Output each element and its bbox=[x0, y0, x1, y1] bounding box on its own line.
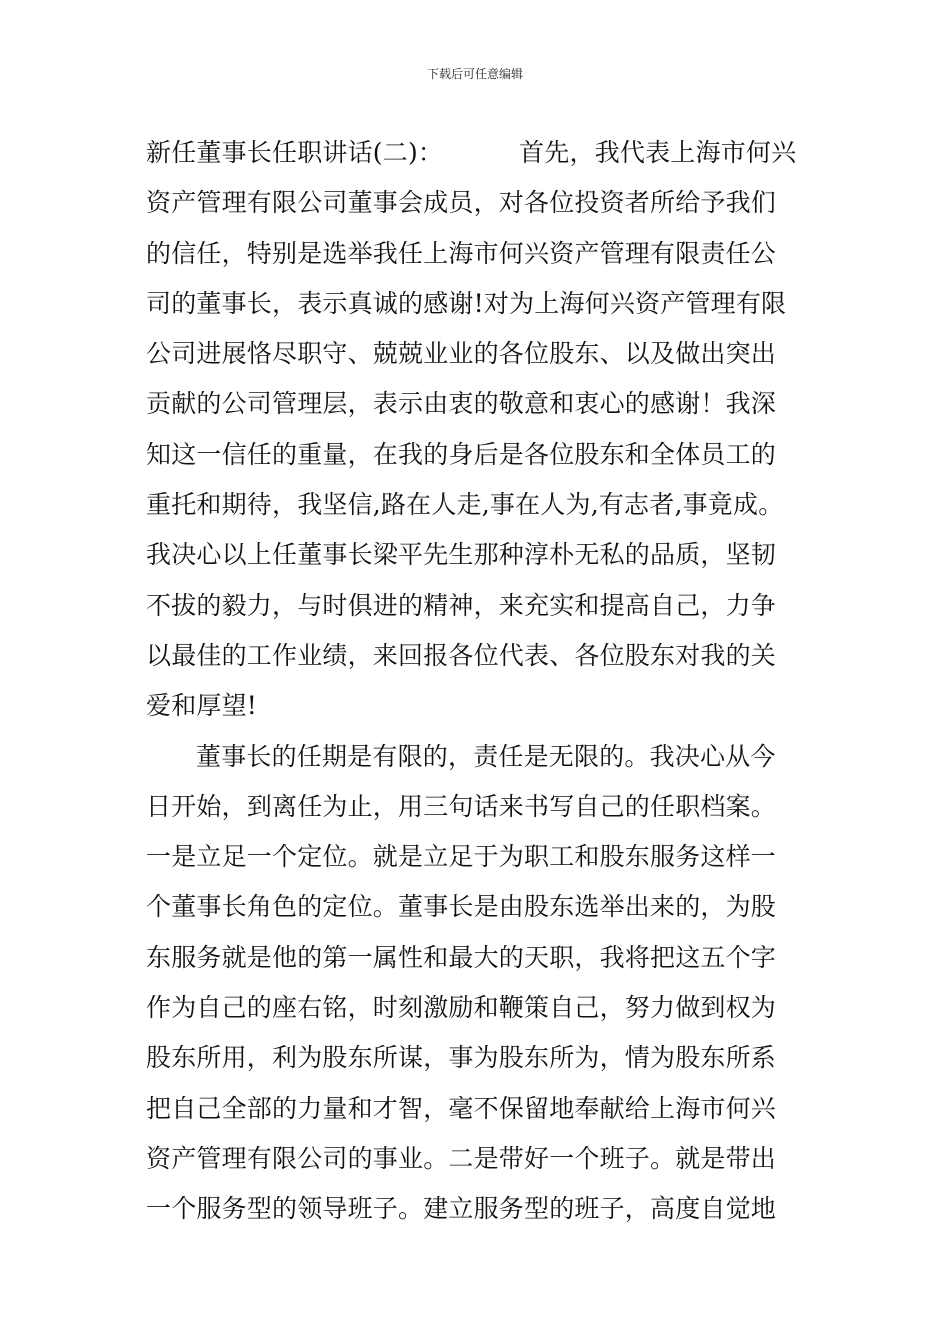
document-line: 贡献的公司管理层，表示由衷的敬意和衷心的感谢！我深 bbox=[146, 389, 777, 419]
document-line: 董事长的任期是有限的，责任是无限的。我决心从今 bbox=[196, 741, 776, 771]
document-line: 司的董事长，表示真诚的感谢!对为上海何兴资产管理有限 bbox=[146, 288, 787, 318]
document-line: 的信任，特别是选举我任上海市何兴资产管理有限责任公 bbox=[146, 238, 777, 268]
document-line: 一是立足一个定位。就是立足于为职工和股东服务这样一 bbox=[146, 842, 777, 872]
page-header-note: 下载后可任意编辑 bbox=[426, 67, 523, 81]
document-line: 我决心以上任董事长梁平先生那种淳朴无私的品质，坚韧 bbox=[146, 540, 777, 570]
document-line: 以最佳的工作业绩，来回报各位代表、各位股东对我的关 bbox=[146, 640, 777, 670]
document-body bbox=[146, 128, 826, 1235]
document-line: 东服务就是他的第一属性和最大的天职，我将把这五个字 bbox=[146, 942, 777, 972]
document-line: 知这一信任的重量，在我的身后是各位股东和全体员工的 bbox=[146, 439, 777, 469]
document-line: 爱和厚望! bbox=[146, 691, 258, 721]
document-line: 重托和期待，我坚信,路在人走,事在人为,有志者,事竟成。 bbox=[146, 490, 784, 520]
document-line: 资产管理有限公司董事会成员，对各位投资者所给予我们 bbox=[146, 188, 777, 218]
document-line: 把自己全部的力量和才智，毫不保留地奉献给上海市何兴 bbox=[146, 1093, 777, 1123]
document-line: 个董事长角色的定位。董事长是由股东选举出来的，为股 bbox=[146, 892, 777, 922]
document-line: 一个服务型的领导班子。建立服务型的班子，高度自觉地 bbox=[146, 1194, 777, 1224]
document-line: 公司进展恪尽职守、兢兢业业的各位股东、以及做出突出 bbox=[146, 339, 777, 369]
document-line: 作为自己的座右铭，时刻激励和鞭策自己，努力做到权为 bbox=[146, 993, 777, 1023]
paragraph-text: 首先，我代表上海市何兴 bbox=[519, 138, 797, 167]
document-line: 股东所用，利为股东所谋，事为股东所为，情为股东所系 bbox=[146, 1043, 777, 1073]
document-line: 日开始，到离任为止，用三句话来书写自己的任职档案。 bbox=[146, 791, 777, 821]
document-title: 新任董事长任职讲话(二)： bbox=[146, 138, 444, 167]
document-line: 资产管理有限公司的事业。二是带好一个班子。就是带出 bbox=[146, 1143, 777, 1173]
document-line bbox=[146, 128, 826, 178]
document-line: 不拔的毅力，与时俱进的精神，来充实和提高自己，力争 bbox=[146, 590, 777, 620]
